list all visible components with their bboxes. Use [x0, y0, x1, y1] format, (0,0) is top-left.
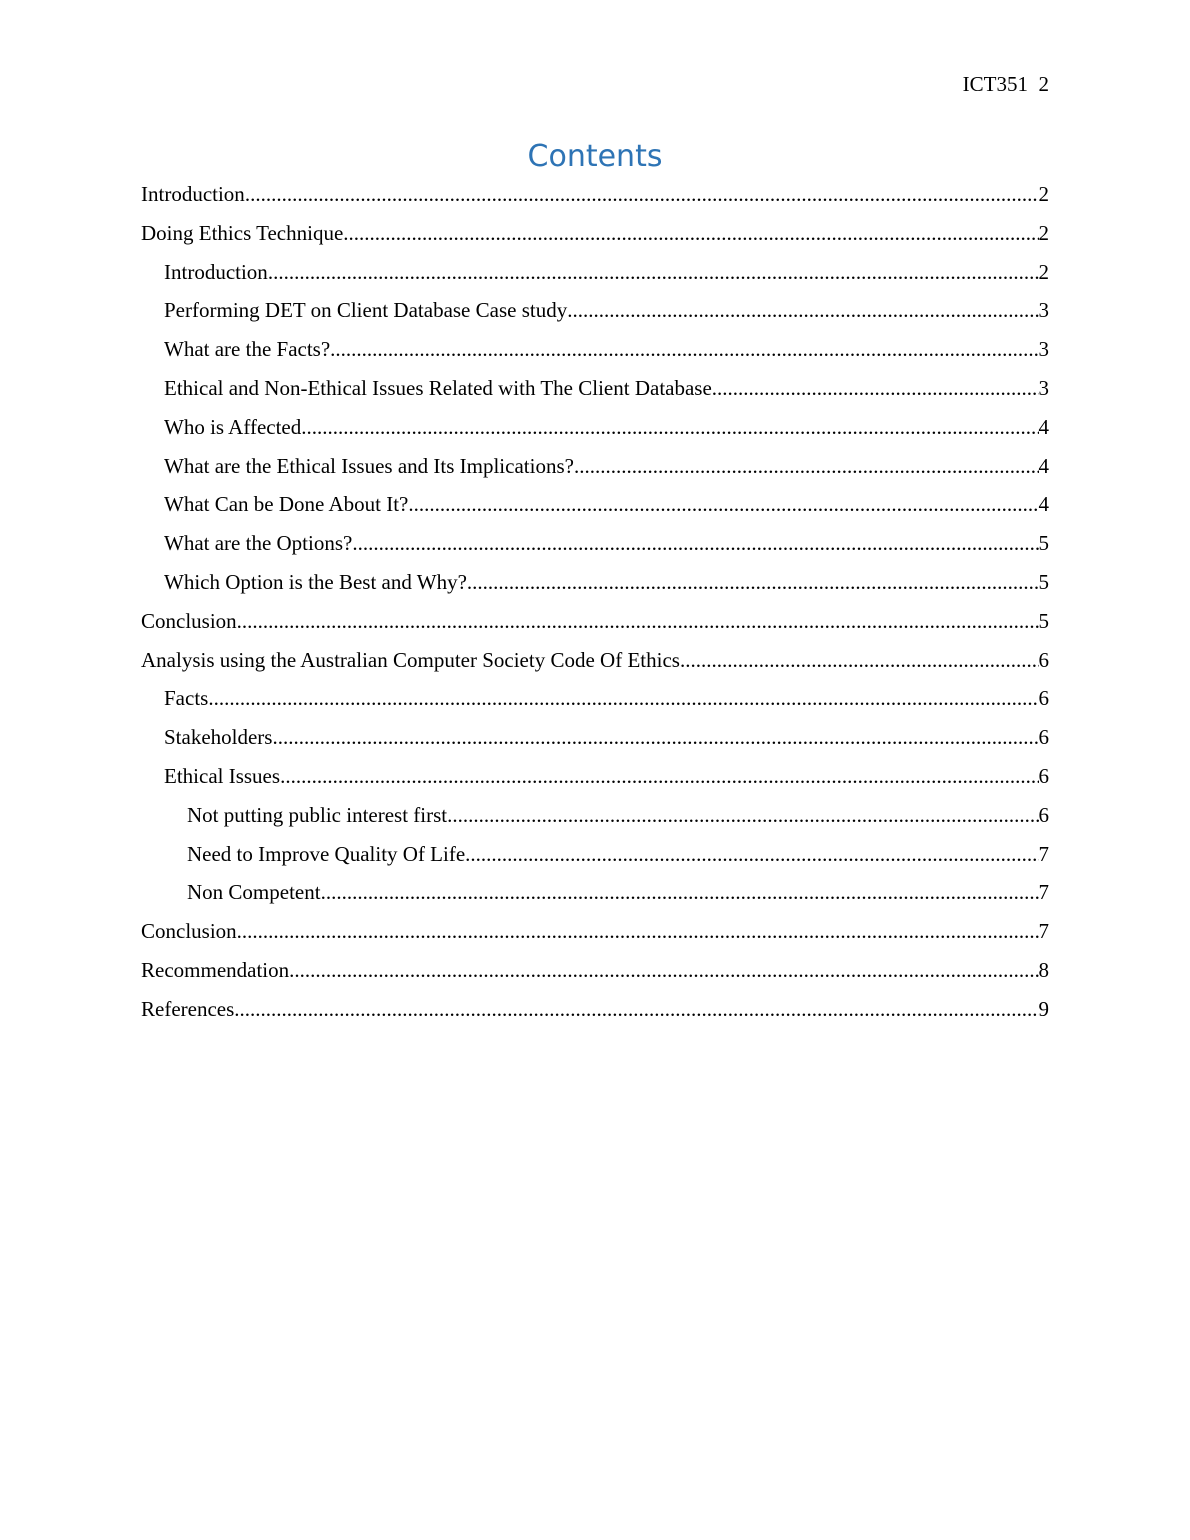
- toc-dot-leader: [330, 330, 1038, 369]
- toc-entry[interactable]: [141, 718, 1049, 757]
- toc-page-number: 6: [1038, 647, 1049, 672]
- toc-entry[interactable]: [141, 214, 1049, 253]
- toc-entry-title: Recommendation: [141, 957, 290, 982]
- toc-entry[interactable]: [141, 175, 1049, 214]
- toc-page-number: 4: [1038, 414, 1049, 439]
- toc-page-number: 3: [1038, 337, 1049, 362]
- toc-page-number: 9: [1038, 996, 1049, 1021]
- toc-dot-leader: [237, 602, 1039, 641]
- toc-dot-leader: [289, 951, 1038, 990]
- toc-page-number: 6: [1038, 686, 1049, 711]
- toc-page-number: 4: [1038, 453, 1049, 478]
- toc-title: Contents: [527, 139, 663, 174]
- toc-entry[interactable]: [141, 369, 1049, 408]
- toc-page-number: 5: [1038, 531, 1049, 556]
- toc-entry[interactable]: [141, 602, 1049, 641]
- toc-page-number: 2: [1038, 220, 1049, 245]
- toc-dot-leader: [301, 408, 1038, 447]
- toc-entry-title: Not putting public interest first: [187, 802, 448, 827]
- toc-dot-leader: [408, 485, 1038, 524]
- toc-dot-leader: [465, 835, 1038, 874]
- toc-entry-title: What are the Facts?: [164, 337, 331, 362]
- toc-dot-leader: [208, 679, 1038, 718]
- toc-entry[interactable]: [141, 951, 1049, 990]
- toc-entry-title: Ethical and Non-Ethical Issues Related with The Client Database: [164, 375, 712, 400]
- toc-dot-leader: [268, 253, 1039, 292]
- toc-entry[interactable]: [141, 330, 1049, 369]
- running-head: ICT351 2: [962, 72, 1049, 96]
- toc-entry-title: Introduction: [141, 182, 245, 206]
- toc-dot-leader: [567, 291, 1038, 330]
- toc-page-number: 6: [1038, 802, 1049, 827]
- toc-entry[interactable]: [141, 563, 1049, 602]
- toc-entry[interactable]: [141, 641, 1049, 680]
- toc-page-number: 7: [1038, 880, 1049, 905]
- toc-entry[interactable]: [141, 253, 1049, 292]
- toc-dot-leader: [712, 369, 1039, 408]
- toc-dot-leader: [280, 757, 1038, 796]
- toc-entry-title: What are the Ethical Issues and Its Implications?: [164, 453, 574, 478]
- toc-entry-title: Stakeholders: [164, 725, 273, 750]
- toc-entry-title: Analysis using the Australian Computer Society Code Of Ethics: [141, 647, 680, 672]
- toc-entry-title: Which Option is the Best and Why?: [164, 569, 467, 594]
- toc-dot-leader: [467, 563, 1039, 602]
- toc-entry[interactable]: [141, 873, 1049, 912]
- toc-entry[interactable]: [141, 796, 1049, 835]
- toc-entry-title: Facts: [164, 686, 209, 711]
- toc-dot-leader: [447, 796, 1038, 835]
- toc-entry-title: Ethical Issues: [164, 763, 281, 788]
- toc-dot-leader: [574, 447, 1039, 486]
- toc-entry-title: Need to Improve Quality Of Life: [187, 841, 466, 866]
- toc-entry[interactable]: [141, 524, 1049, 563]
- toc-page-number: 8: [1038, 957, 1049, 982]
- toc-page-number: 4: [1038, 492, 1049, 517]
- toc-entry-title: Conclusion: [141, 919, 237, 944]
- toc-dot-leader: [272, 718, 1038, 757]
- toc-page-number: 5: [1038, 569, 1049, 594]
- toc-entry[interactable]: [141, 291, 1049, 330]
- toc-dot-leader: [321, 873, 1039, 912]
- toc-entry-title: Who is Affected: [164, 414, 302, 439]
- toc-dot-leader: [343, 214, 1038, 253]
- toc-page-number: 3: [1038, 298, 1049, 323]
- toc-entry[interactable]: [141, 408, 1049, 447]
- toc-entry[interactable]: [141, 912, 1049, 951]
- toc-page-number: 2: [1038, 259, 1049, 284]
- toc-dot-leader: [237, 912, 1039, 951]
- toc-entry-title: Introduction: [164, 259, 268, 284]
- toc-dot-leader: [245, 175, 1039, 214]
- toc-entry[interactable]: [141, 447, 1049, 486]
- toc-entry[interactable]: [141, 835, 1049, 874]
- toc-entry[interactable]: [141, 679, 1049, 718]
- toc-entry[interactable]: [141, 757, 1049, 796]
- table-of-contents: [141, 175, 1049, 1029]
- toc-entry-title: What Can be Done About It?: [164, 492, 409, 517]
- toc-entry[interactable]: [141, 990, 1049, 1029]
- toc-entry-title: Performing DET on Client Database Case study: [164, 298, 568, 323]
- toc-page-number: 3: [1038, 375, 1049, 400]
- toc-entry-title: References: [141, 996, 235, 1021]
- toc-entry-title: What are the Options?: [164, 531, 353, 556]
- toc-page-number: 6: [1038, 763, 1049, 788]
- toc-page-number: 2: [1038, 182, 1049, 206]
- toc-page-number: 5: [1038, 608, 1049, 633]
- toc-entry[interactable]: [141, 485, 1049, 524]
- toc-page-number: 6: [1038, 725, 1049, 750]
- toc-entry-title: Non Competent: [187, 880, 321, 905]
- toc-page-number: 7: [1038, 919, 1049, 944]
- toc-entry-title: Conclusion: [141, 608, 237, 633]
- toc-entry-title: Doing Ethics Technique: [141, 220, 344, 245]
- toc-dot-leader: [234, 990, 1038, 1029]
- toc-dot-leader: [352, 524, 1038, 563]
- toc-page-number: 7: [1038, 841, 1049, 866]
- toc-dot-leader: [680, 641, 1039, 680]
